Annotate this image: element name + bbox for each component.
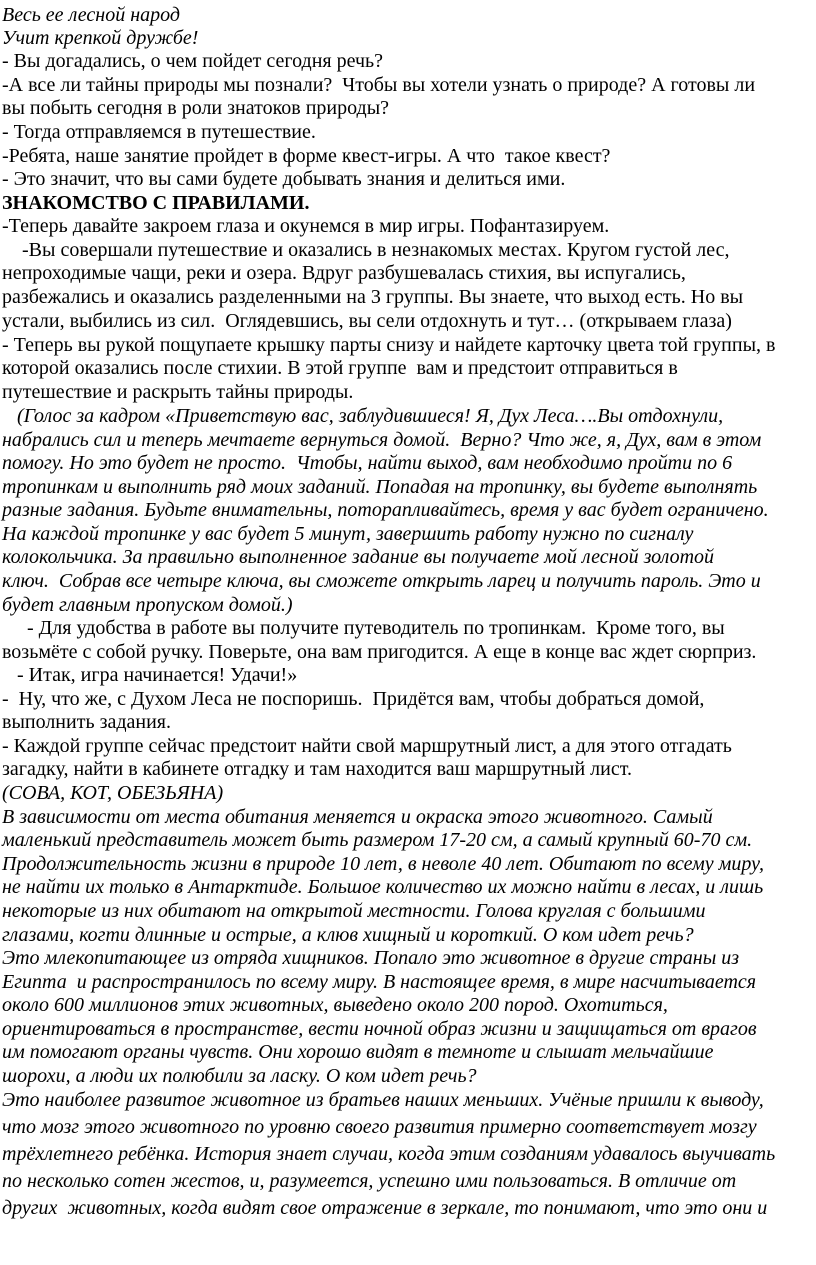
text-line: возьмёте с собой ручку. Поверьте, она вам пригодится. А еще в конце вас ждет сюрприз. <box>2 641 757 663</box>
text-line: - Ну, что же, с Духом Леса не поспоришь. Придётся вам, чтобы добраться домой, <box>2 688 705 710</box>
text-line: тропинкам и выполнить ряд моих заданий. Попадая на тропинку, вы будете выполнять <box>2 476 758 498</box>
text-line: - Вы догадались, о чем пойдет сегодня речь? <box>2 50 384 72</box>
text-line: набрались сил и теперь мечтаете вернуться домой. Верно? Что же, я, Дух, вам в этом <box>2 429 762 451</box>
text-line: На каждой тропинке у вас будет 5 минут, завершить работу нужно по сигналу <box>2 523 694 545</box>
text-line: будет главным пропуском домой.) <box>2 594 293 616</box>
text-line: разбежались и оказались разделенными на 3 группы. Вы знаете, что выход есть. Но вы <box>2 286 744 308</box>
text-line: ориентироваться в пространстве, вести ночной образ жизни и защищаться от врагов <box>2 1018 757 1040</box>
text-line: ключ. Собрав все четыре ключа, вы сможете открыть ларец и получить пароль. Это и <box>2 570 761 592</box>
text-line: шорохи, а люди их полюбили за ласку. О ком идет речь? <box>2 1065 477 1087</box>
text-line: по несколько сотен жестов, и, разумеется, успешно ими пользоваться. В отличие от <box>2 1170 737 1192</box>
text-line: разные задания. Будьте внимательны, поторапливайтесь, время у вас будет ограничено. <box>2 499 769 521</box>
text-line: Продолжительность жизни в природе 10 лет, в неволе 40 лет. Обитают по всему миру, <box>2 853 765 875</box>
text-line: -Ребята, наше занятие пройдет в форме квест-игры. А что такое квест? <box>2 145 611 167</box>
text-line: - Для удобства в работе вы получите путеводитель по тропинкам. Кроме того, вы <box>2 617 725 639</box>
section-heading: ЗНАКОМСТВО С ПРАВИЛАМИ. <box>2 192 310 214</box>
text-line: Это наиболее развитое животное из братьев наших меньших. Учёные пришли к выводу, <box>2 1089 764 1111</box>
text-line: непроходимые чащи, реки и озера. Вдруг разбушевалась стихия, вы испугались, <box>2 262 686 284</box>
text-line: -А все ли тайны природы мы познали? Чтобы вы хотели узнать о природе? А готовы ли <box>2 74 756 96</box>
text-line: - Итак, игра начинается! Удачи!» <box>2 664 298 686</box>
text-line: Учит крепкой дружбе! <box>2 27 199 49</box>
text-line: Это млекопитающее из отряда хищников. Попало это животное в другие страны из <box>2 947 740 969</box>
text-line: трёхлетнего ребёнка. История знает случаи, когда этим созданиям удавалось выучивать <box>2 1143 776 1165</box>
text-line: (СОВА, КОТ, ОБЕЗЬЯНА) <box>2 782 224 804</box>
text-line: - Тогда отправляемся в путешествие. <box>2 121 316 143</box>
text-line: загадку, найти в кабинете отгадку и там находится ваш маршрутный лист. <box>2 758 632 780</box>
text-line: которой оказались после стихии. В этой группе вам и предстоит отправиться в <box>2 357 678 379</box>
text-line: Египта и распространилось по всему миру. В настоящее время, в мире насчитывается <box>2 971 757 993</box>
text-line: - Теперь вы рукой пощупаете крышку парты снизу и найдете карточку цвета той группы, в <box>2 334 776 356</box>
text-line: устали, выбились из сил. Оглядевшись, вы сели отдохнуть и тут… (открываем глаза) <box>2 310 732 332</box>
text-line: что мозг этого животного по уровню своего развития примерно соответствует мозгу <box>2 1116 757 1138</box>
text-line: вы побыть сегодня в роли знатоков природы? <box>2 97 390 119</box>
text-line: В зависимости от места обитания меняется и окраска этого животного. Самый <box>2 806 713 828</box>
text-line: маленький представитель может быть размером 17-20 см, а самый крупный 60-70 см. <box>2 829 753 851</box>
text-line: -Вы совершали путешествие и оказались в незнакомых местах. Кругом густой лес, <box>2 239 730 261</box>
text-line: - Это значит, что вы сами будете добывать знания и делиться ими. <box>2 168 566 190</box>
text-line: помогу. Но это будет не просто. Чтобы, найти выход, вам необходимо пройти по 6 <box>2 452 733 474</box>
text-line: около 600 миллионов этих животных, выведено около 200 пород. Охотиться, <box>2 994 668 1016</box>
text-line: других животных, когда видят свое отражение в зеркале, то понимают, что это они и <box>2 1197 768 1219</box>
text-line: колокольчика. За правильно выполненное задание вы получаете мой лесной золотой <box>2 546 715 568</box>
text-line: (Голос за кадром «Приветствую вас, заблудившиеся! Я, Дух Леса….Вы отдохнули, <box>2 405 724 427</box>
text-line: не найти их только в Антарктиде. Большое количество их можно найти в лесах, и лишь <box>2 876 764 898</box>
text-line: Весь ее лесной народ <box>2 4 180 26</box>
text-line: глазами, когти длинные и острые, а клюв хищный и короткий. О ком идет речь? <box>2 924 694 946</box>
text-line: выполнить задания. <box>2 711 172 733</box>
text-line: -Теперь давайте закроем глаза и окунемся в мир игры. Пофантазируем. <box>2 215 610 237</box>
text-line: им помогают органы чувств. Они хорошо видят в темноте и слышат мельчайшие <box>2 1041 714 1063</box>
text-line: путешествие и раскрыть тайны природы. <box>2 381 354 403</box>
text-line: - Каждой группе сейчас предстоит найти свой маршрутный лист, а для этого отгадать <box>2 735 732 757</box>
text-line: некоторые из них обитают на открытой местности. Голова круглая с большими <box>2 900 706 922</box>
